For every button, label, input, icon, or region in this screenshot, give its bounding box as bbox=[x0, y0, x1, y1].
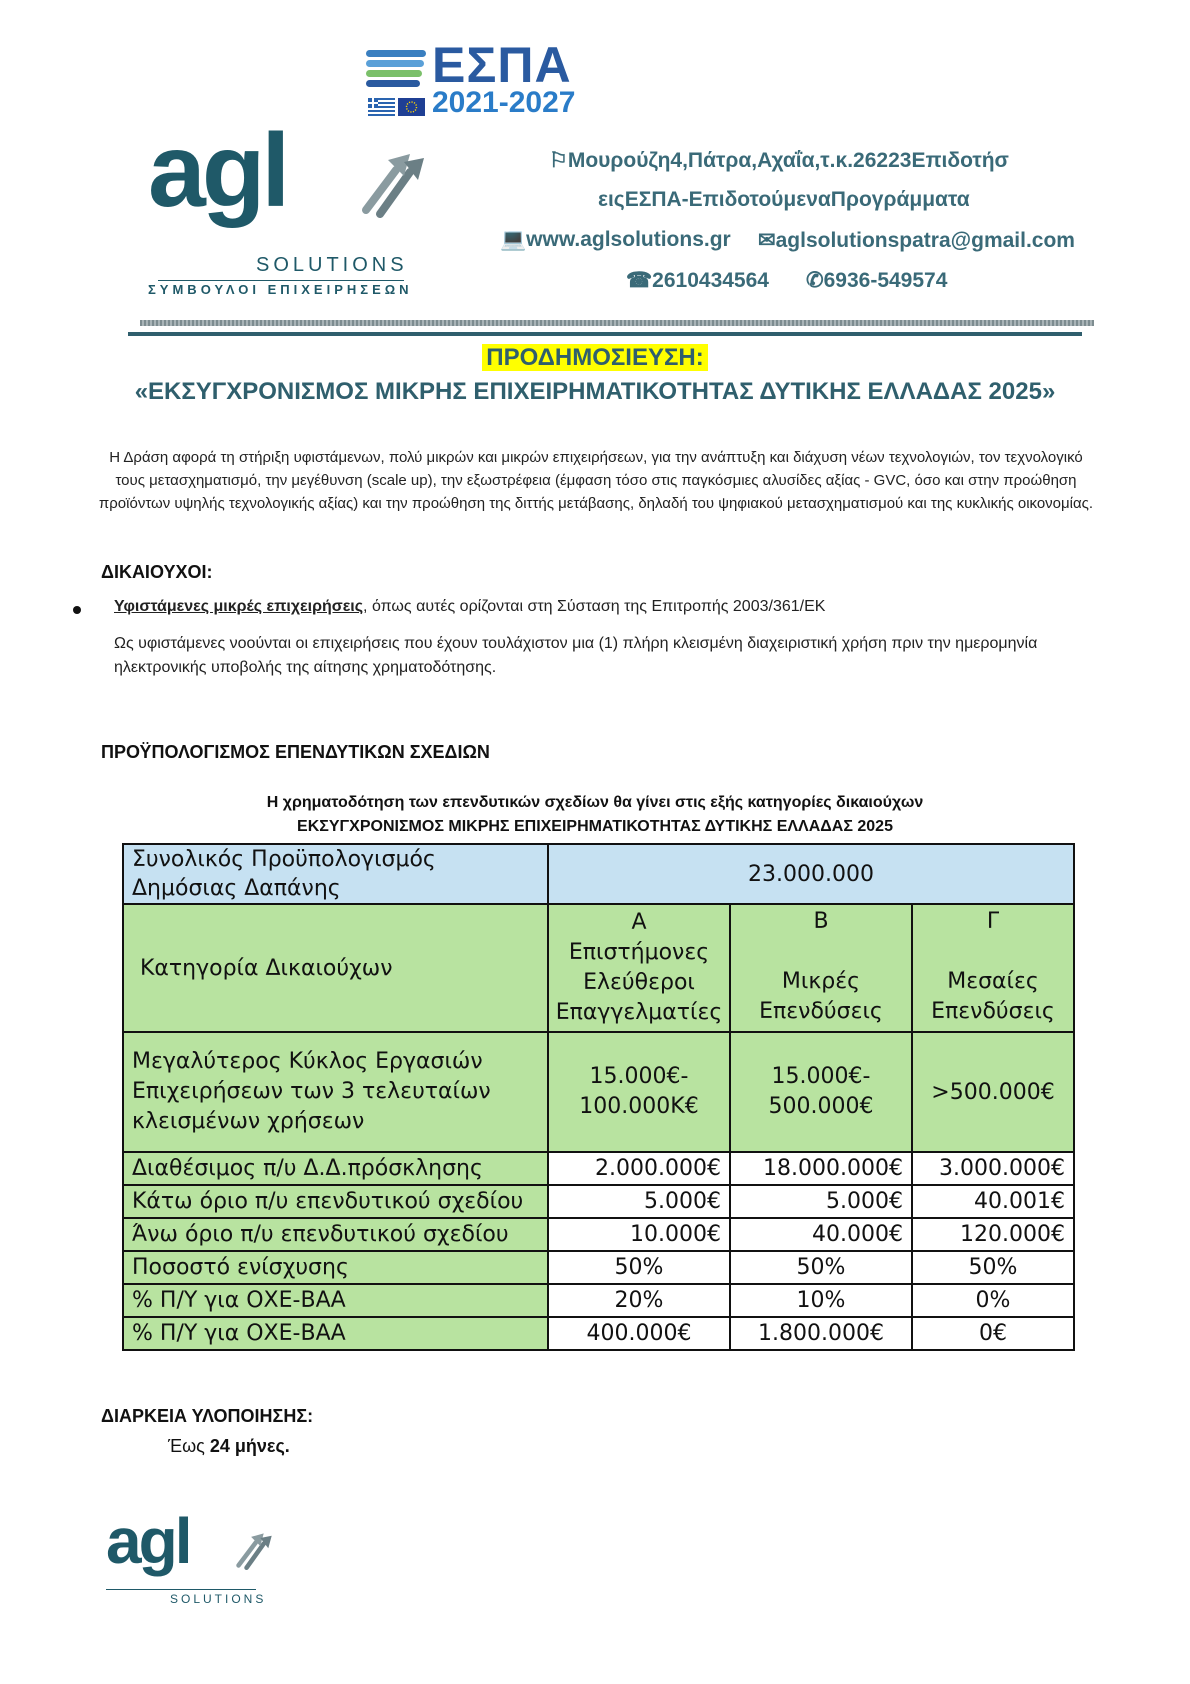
beneficiaries-note: Ως υφιστάμενες νοούνται οι επιχειρήσεις που έχουν τουλάχιστον μια (1) πλήρη κλεισμένη διαχειριστική χρήση πριν την ημερομηνία ηλεκτρονικής υποβολής της αίτησης χρηματοδότησης. bbox=[114, 635, 1038, 676]
table-row bbox=[123, 1185, 1074, 1218]
turnover-row bbox=[123, 1032, 1074, 1152]
row-value-b: 18.000.000€ bbox=[730, 1152, 912, 1185]
table-caption-1: Η χρηματοδότηση των επενδυτικών σχεδίων θα γίνει στις εξής κατηγορίες δικαιούχων bbox=[266, 794, 924, 811]
email-link[interactable]: ✉aglsolutionspatra@gmail.com bbox=[758, 229, 1075, 252]
total-budget-row bbox=[123, 844, 1074, 904]
row-label: % Π/Υ για ΟΧΕ-ΒΑΑ bbox=[123, 1284, 548, 1317]
greek-flag-icon bbox=[368, 98, 395, 116]
total-budget-label: Συνολικός Προϋπολογισμός Δημόσιας Δαπάνης bbox=[123, 844, 548, 904]
flag-icon: ⚐ bbox=[549, 149, 568, 172]
row-value-a: 400.000€ bbox=[548, 1317, 730, 1350]
table-caption-2: ΕΚΣΥΓΧΡΟΝΙΣΜΟΣ ΜΙΚΡΗΣ ΕΠΙΧΕΙΡΗΜΑΤΙΚΟΤΗΤΑΣ ΔΥΤΙΚΗΣ ΕΛΛΑΔΑΣ 2025 bbox=[297, 818, 893, 835]
row-value-a: 50% bbox=[548, 1251, 730, 1284]
intro-paragraph: Η Δράση αφορά τη στήριξη υφιστάμενων, πολύ μικρών και μικρών επιχειρήσεων, για την ανάπτυξη και διάχυση νέων τεχνολογιών, τον τεχνολογικό τους μετασχηματισμό, την μεγέθυνση (scale up), την εξωστρέφεια (έμφαση τόσο στις παγκόσμιες αλυσίδες αξίας - GVC, όσο και στην προώθηση προϊόντων υψηλής τεχνολογικής αξίας) και την προώθηση της διττής μετάβασης, δηλαδή του ψηφιακού μετασχηματισμού και της κυκλικής οικονομίας. bbox=[98, 449, 1094, 512]
row-value-c: 0% bbox=[912, 1284, 1074, 1317]
address-line-1: ⚐Μουρούζη4,Πάτρα,Αχαΐα,τ.κ.26223Επιδοτήσ bbox=[549, 149, 1009, 172]
table-row bbox=[123, 1284, 1074, 1317]
footer-logo-solutions: SOLUTIONS bbox=[170, 1592, 267, 1606]
row-label: Διαθέσιμος π/υ Δ.Δ.πρόσκλησης bbox=[123, 1152, 548, 1185]
row-value-c: 50% bbox=[912, 1251, 1074, 1284]
table-row bbox=[123, 1152, 1074, 1185]
row-value-a: 5.000€ bbox=[548, 1185, 730, 1218]
row-label: Ποσοστό ενίσχυσης bbox=[123, 1251, 548, 1284]
total-budget-value: 23.000.000 bbox=[548, 844, 1074, 904]
turnover-c: >500.000€ bbox=[912, 1032, 1074, 1152]
budget-heading: ΠΡΟΫΠΟΛΟΓΙΣΜΟΣ ΕΠΕΝΔΥΤΙΚΩΝ ΣΧΕΔΙΩΝ bbox=[101, 742, 490, 762]
beneficiaries-bullet: Υφιστάμενες μικρές επιχειρήσεις, όπως αυτές ορίζονται στη Σύσταση της Επιτροπής 2003/361/ΕΚ bbox=[114, 598, 826, 615]
turnover-label: Μεγαλύτερος Κύκλος Εργασιών Επιχειρήσεων των 3 τελευταίων κλεισμένων χρήσεων bbox=[123, 1032, 548, 1152]
row-value-c: 3.000.000€ bbox=[912, 1152, 1074, 1185]
row-value-a: 2.000.000€ bbox=[548, 1152, 730, 1185]
row-value-c: 120.000€ bbox=[912, 1218, 1074, 1251]
row-value-a: 10.000€ bbox=[548, 1218, 730, 1251]
turnover-a: 15.000€- 100.000Κ€ bbox=[548, 1032, 730, 1152]
category-c: Γ Μεσαίες Επενδύσεις bbox=[912, 904, 1074, 1032]
agl-logo bbox=[148, 113, 428, 300]
mobile-number: ✆6936-549574 bbox=[806, 269, 948, 292]
category-a: Α Επιστήμονες Ελεύθεροι Επαγγελματίες bbox=[548, 904, 730, 1032]
footer-logo-divider bbox=[106, 1589, 256, 1590]
row-label: Άνω όριο π/υ επενδυτικού σχεδίου bbox=[123, 1218, 548, 1251]
table-row bbox=[123, 1317, 1074, 1350]
table-row bbox=[123, 1251, 1074, 1284]
row-value-c: 40.001€ bbox=[912, 1185, 1074, 1218]
row-value-c: 0€ bbox=[912, 1317, 1074, 1350]
address-line-2: ειςΕΣΠΑ-ΕπιδοτούμεναΠρογράμματα bbox=[598, 188, 970, 211]
footer-growth-arrows-icon bbox=[234, 1530, 274, 1570]
category-label: Κατηγορία Δικαιούχων bbox=[123, 904, 548, 1032]
turnover-b: 15.000€- 500.000€ bbox=[730, 1032, 912, 1152]
footer-logo-text: agl bbox=[106, 1505, 190, 1577]
beneficiaries-heading: ΔΙΚΑΙΟΥΧΟΙ: bbox=[101, 562, 213, 582]
agl-logo-divider bbox=[158, 280, 404, 281]
phone-number: ☎2610434564 bbox=[626, 269, 769, 292]
agl-logo-text: agl bbox=[148, 113, 287, 229]
mobile-icon: ✆ bbox=[806, 269, 824, 292]
agl-logo-solutions: SOLUTIONS bbox=[256, 254, 408, 276]
header-divider-pattern bbox=[140, 320, 1094, 326]
growth-arrows-icon bbox=[358, 148, 428, 218]
eu-flag-icon bbox=[398, 98, 425, 116]
envelope-icon: ✉ bbox=[758, 229, 776, 252]
category-row bbox=[123, 904, 1074, 1032]
row-label: Κάτω όριο π/υ επενδυτικού σχεδίου bbox=[123, 1185, 548, 1218]
computer-icon: 💻 bbox=[500, 228, 527, 251]
phone-icon: ☎ bbox=[626, 269, 653, 292]
row-value-b: 5.000€ bbox=[730, 1185, 912, 1218]
row-value-b: 10% bbox=[730, 1284, 912, 1317]
espa-logo bbox=[366, 37, 596, 120]
espa-years: 2021-2027 bbox=[432, 86, 576, 119]
pre-announcement-label: ΠΡΟΔΗΜΟΣΙΕΥΣΗ: bbox=[0, 344, 1190, 372]
espa-title: ΕΣΠΑ bbox=[432, 37, 572, 93]
implementation-heading: ΔΙΑΡΚΕΙΑ ΥΛΟΠΟΙΗΣΗΣ: bbox=[101, 1406, 314, 1426]
header-divider-line bbox=[128, 332, 1082, 336]
row-label: % Π/Υ για ΟΧΕ-ΒΑΑ bbox=[123, 1317, 548, 1350]
row-value-b: 1.800.000€ bbox=[730, 1317, 912, 1350]
row-value-a: 20% bbox=[548, 1284, 730, 1317]
category-b: Β Μικρές Επενδύσεις bbox=[730, 904, 912, 1032]
row-value-b: 40.000€ bbox=[730, 1218, 912, 1251]
bullet-icon bbox=[73, 606, 81, 614]
page-title: «ΕΚΣΥΓΧΡΟΝΙΣΜΟΣ ΜΙΚΡΗΣ ΕΠΙΧΕΙΡΗΜΑΤΙΚΟΤΗΤΑΣ ΔΥΤΙΚΗΣ ΕΛΛΑΔΑΣ 2025» bbox=[134, 378, 1056, 405]
implementation-duration: Έως 24 μήνες. bbox=[168, 1436, 290, 1456]
row-value-b: 50% bbox=[730, 1251, 912, 1284]
table-row bbox=[123, 1218, 1074, 1251]
agl-logo-tagline: ΣΥΜΒΟΥΛΟΙ ΕΠΙΧΕΙΡΗΣΕΩΝ bbox=[148, 282, 413, 297]
footer-agl-logo bbox=[106, 1505, 276, 1616]
funding-table bbox=[122, 843, 1075, 1351]
website-link[interactable]: 💻www.aglsolutions.gr bbox=[500, 228, 731, 251]
